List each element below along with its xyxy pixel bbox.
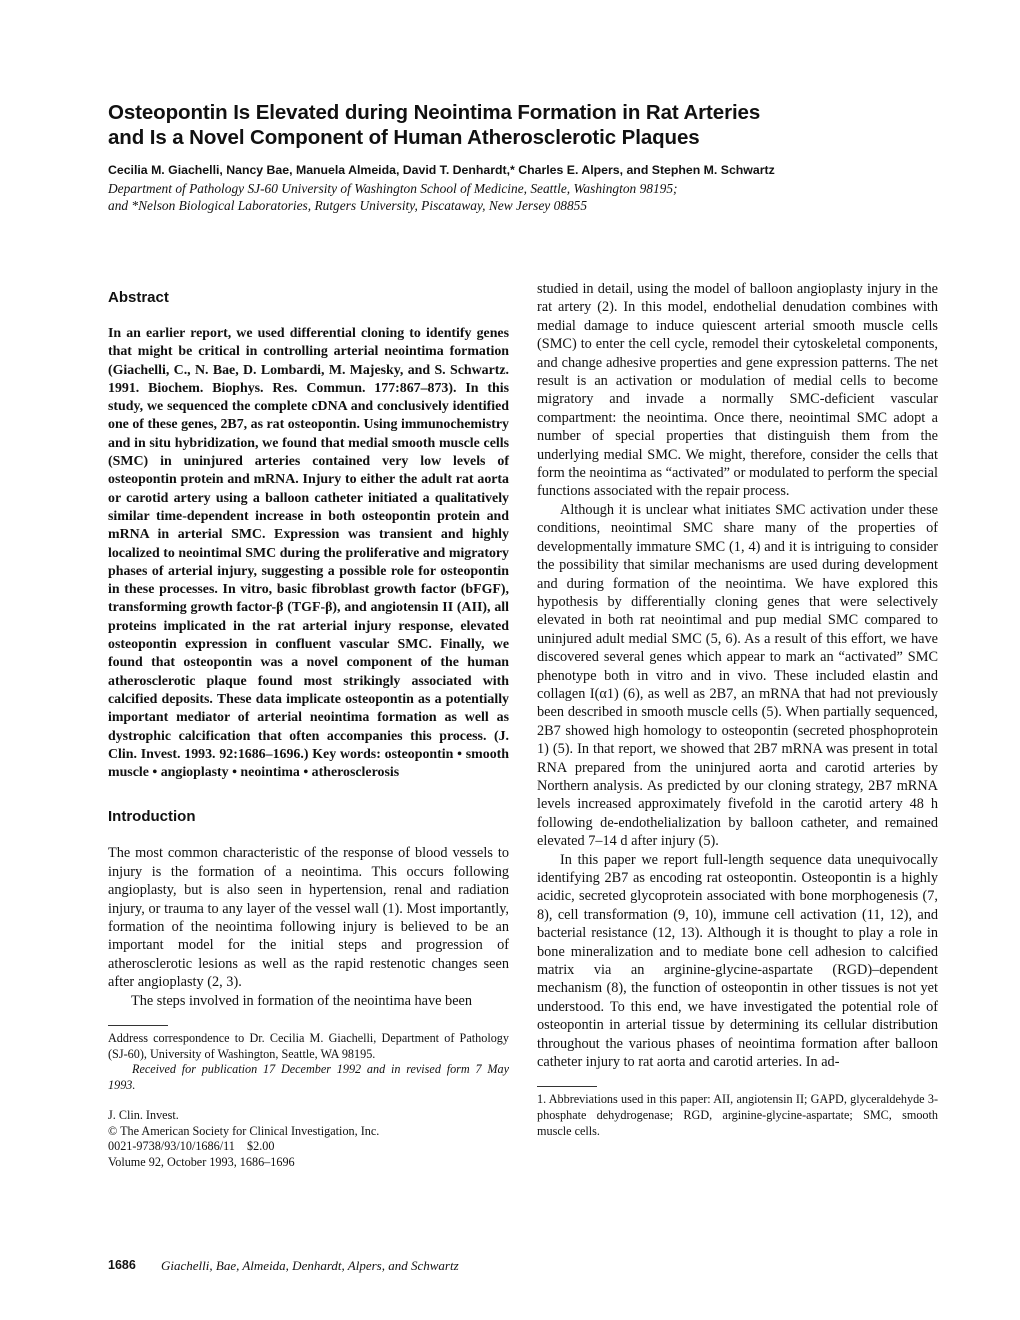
copyright-line: © The American Society for Clinical Investigation, Inc.	[108, 1123, 380, 1138]
affiliation-line-1: Department of Pathology SJ-60 University of Washington School of Medicine, Seattle, Washington 98195;	[108, 181, 678, 196]
journal-name: J. Clin. Invest.	[108, 1108, 179, 1123]
intro-paragraph-2-continued: studied in detail, using the model of balloon angioplasty injury in the rat artery (2). In this model, endothelial denudation combines with medial damage to induce quiescent arterial smooth muscle cells (SMC) to enter the cell cycle, remodel their cytoskeletal components, and change adhesive properties and gene expression patterns. The net result is an activation or modulation of medial cells to become migratory and invade a normally SMC-deficient vascular compartment: the neointima. Once there, neointimal SMC adopt a number of special properties that distinguish them from the underlying medial SMC. We might, therefore, consider the cells that form the neointima as “activated” or modulated to perform the special functions associated with the repair process.	[537, 281, 938, 500]
affiliation-line-2: and *Nelson Biological Laboratories, Rutgers University, Piscataway, New Jersey 08855	[108, 198, 588, 213]
title-line-1: Osteopontin Is Elevated during Neointima Formation in Rat Arteries	[108, 101, 761, 124]
page-number: 1686	[108, 1258, 136, 1272]
intro-paragraph-3: Although it is unclear what initiates SMC activation under these conditions, neointimal SMC share many of the properties of developmentally immature SMC (1, 4) and it is intriguing to consider the possibility that similar mechanisms are used during development and during formation of the neointima. We have explored this hypothesis by differentially cloning genes that were selectively elevated in both rat neointimal and pup medial SMC compared to uninjured adult medial SMC (5, 6). As a result of this effort, we have discovered several genes which appear to mark an “activated” SMC phenotype both in vitro and in vivo. These included elastin and collagen I(α1) (6), as well as 2B7, an mRNA that had not previously been described in smooth muscle cells (5). When partially sequenced, 2B7 showed high homology to osteopontin (secreted phosphoprotein 1) (5). In that report, we showed that 2B7 mRNA was present in total RNA prepared from the uninjured aorta and carotid arteries by Northern analysis. As predicted by our cloning strategy, 2B7 mRNA levels increased approximately fivefold in the carotid artery 48 h following de-endothelialization by balloon catheter, and remained elevated 7–14 d after injury (5).	[537, 501, 938, 850]
abstract-text: In an earlier report, we used differential cloning to identify genes that might be critical in controlling arterial neointima formation (Giachelli, C., N. Bae, D. Lombardi, M. Majesky, and S. Schwartz. 1991. Biochem. Biophys. Res. Commun. 177:867–873). In this study, we sequenced the complete cDNA and conclusively identified one of these genes, 2B7, as rat osteopontin. Using immunochemistry and in situ hybridization, we found that medial smooth muscle cells (SMC) in uninjured arteries contained very low levels of osteopontin protein and mRNA. Injury to either the adult rat aorta or carotid artery using a balloon catheter initiated a qualitatively similar time-dependent increase in both osteopontin protein and mRNA in arterial SMC. Expression was transient and highly localized to neointimal SMC during the proliferative and migratory phases of arterial injury, suggesting a possible role for osteopontin in these processes. In vitro, basic fibroblast growth factor (bFGF), transforming growth factor-β (TGF-β), and angiotensin II (AII), all proteins implicated in the rat arterial injury response, elevated osteopontin expression in confluent vascular SMC. Finally, we found that osteopontin was a novel component of the human atherosclerotic plaque found most strikingly associated with calcified deposits. These data implicate osteopontin as a potentially important mediator of arterial neointima formation as well as dystrophic calcification that often accompanies this process. (J. Clin. Invest. 1993. 92:1686–1696.) Key words: osteopontin • smooth muscle • angioplasty • neointima • atherosclerosis	[108, 326, 509, 781]
abstract-heading: Abstract	[108, 289, 169, 306]
right-column	[537, 280, 938, 1139]
article-title	[108, 100, 928, 150]
running-footer-authors: Giachelli, Bae, Almeida, Denhardt, Alpers, and Schwartz	[161, 1258, 459, 1273]
correspondence-note: Address correspondence to Dr. Cecilia M. Giachelli, Department of Pathology (SJ-60), University of Washington, Seattle, WA 98195.	[108, 1031, 509, 1061]
introduction-heading: Introduction	[108, 808, 196, 826]
title-line-2: and Is a Novel Component of Human Atherosclerotic Plaques	[108, 126, 700, 149]
intro-paragraph-1: The most common characteristic of the response of blood vessels to injury is the formation of a neointima. This occurs following angioplasty, but is also seen in hypertension, renal and radiation injury, or trauma to any layer of the vessel wall (1). Most importantly, formation of the neointima following injury is believed to be an important model for the initial steps and progression of atherosclerotic lesions as well as the rapid restenotic changes seen after angioplasty (2, 3).	[108, 845, 509, 991]
volume-line: Volume 92, October 1993, 1686–1696	[108, 1154, 295, 1169]
left-column	[108, 280, 509, 1170]
footnote-divider	[108, 1025, 168, 1026]
abbreviations-footnote: 1. Abbreviations used in this paper: AII, angiotensin II; GAPD, glyceraldehyde 3-phosphate dehydrogenase; RGD, arginine-glycine-aspartate; SMC, smooth muscle cells.	[537, 1092, 938, 1138]
intro-paragraph-2-start: The steps involved in formation of the neointima have been	[131, 992, 473, 1009]
issn-line: 0021-9738/93/10/1686/11 $2.00	[108, 1139, 275, 1154]
affiliations	[108, 180, 938, 214]
intro-paragraph-4: In this paper we report full-length sequence data unequivocally identifying 2B7 as encoding rat osteopontin. Osteopontin is a highly acidic, secreted glycoprotein associated with bone morphogenesis (7, 8), cell transformation (9, 10), immune cell activation (11, 12), and bacterial resistance (12, 13). Although it is thought to play a role in bone mineralization and to mediate bone cell adhesion to calcified matrix via an arginine-glycine-aspartate (RGD)–dependent mechanism (8), the function of osteopontin in other tissues is not yet understood. To this end, we have investigated the potential role of osteopontin in arterial tissue by determining its cellular distribution throughout the various phases of neointima formation after balloon catheter injury to rat aorta and carotid arteries. In ad-	[537, 851, 938, 1071]
journal-info	[108, 1108, 509, 1170]
received-note: Received for publication 17 December 1992 and in revised form 7 May 1993.	[108, 1062, 509, 1092]
footnote-divider-right	[537, 1086, 597, 1087]
author-list: Cecilia M. Giachelli, Nancy Bae, Manuela Almeida, David T. Denhardt,* Charles E. Alpers, and Stephen M. Schwartz	[108, 163, 775, 177]
